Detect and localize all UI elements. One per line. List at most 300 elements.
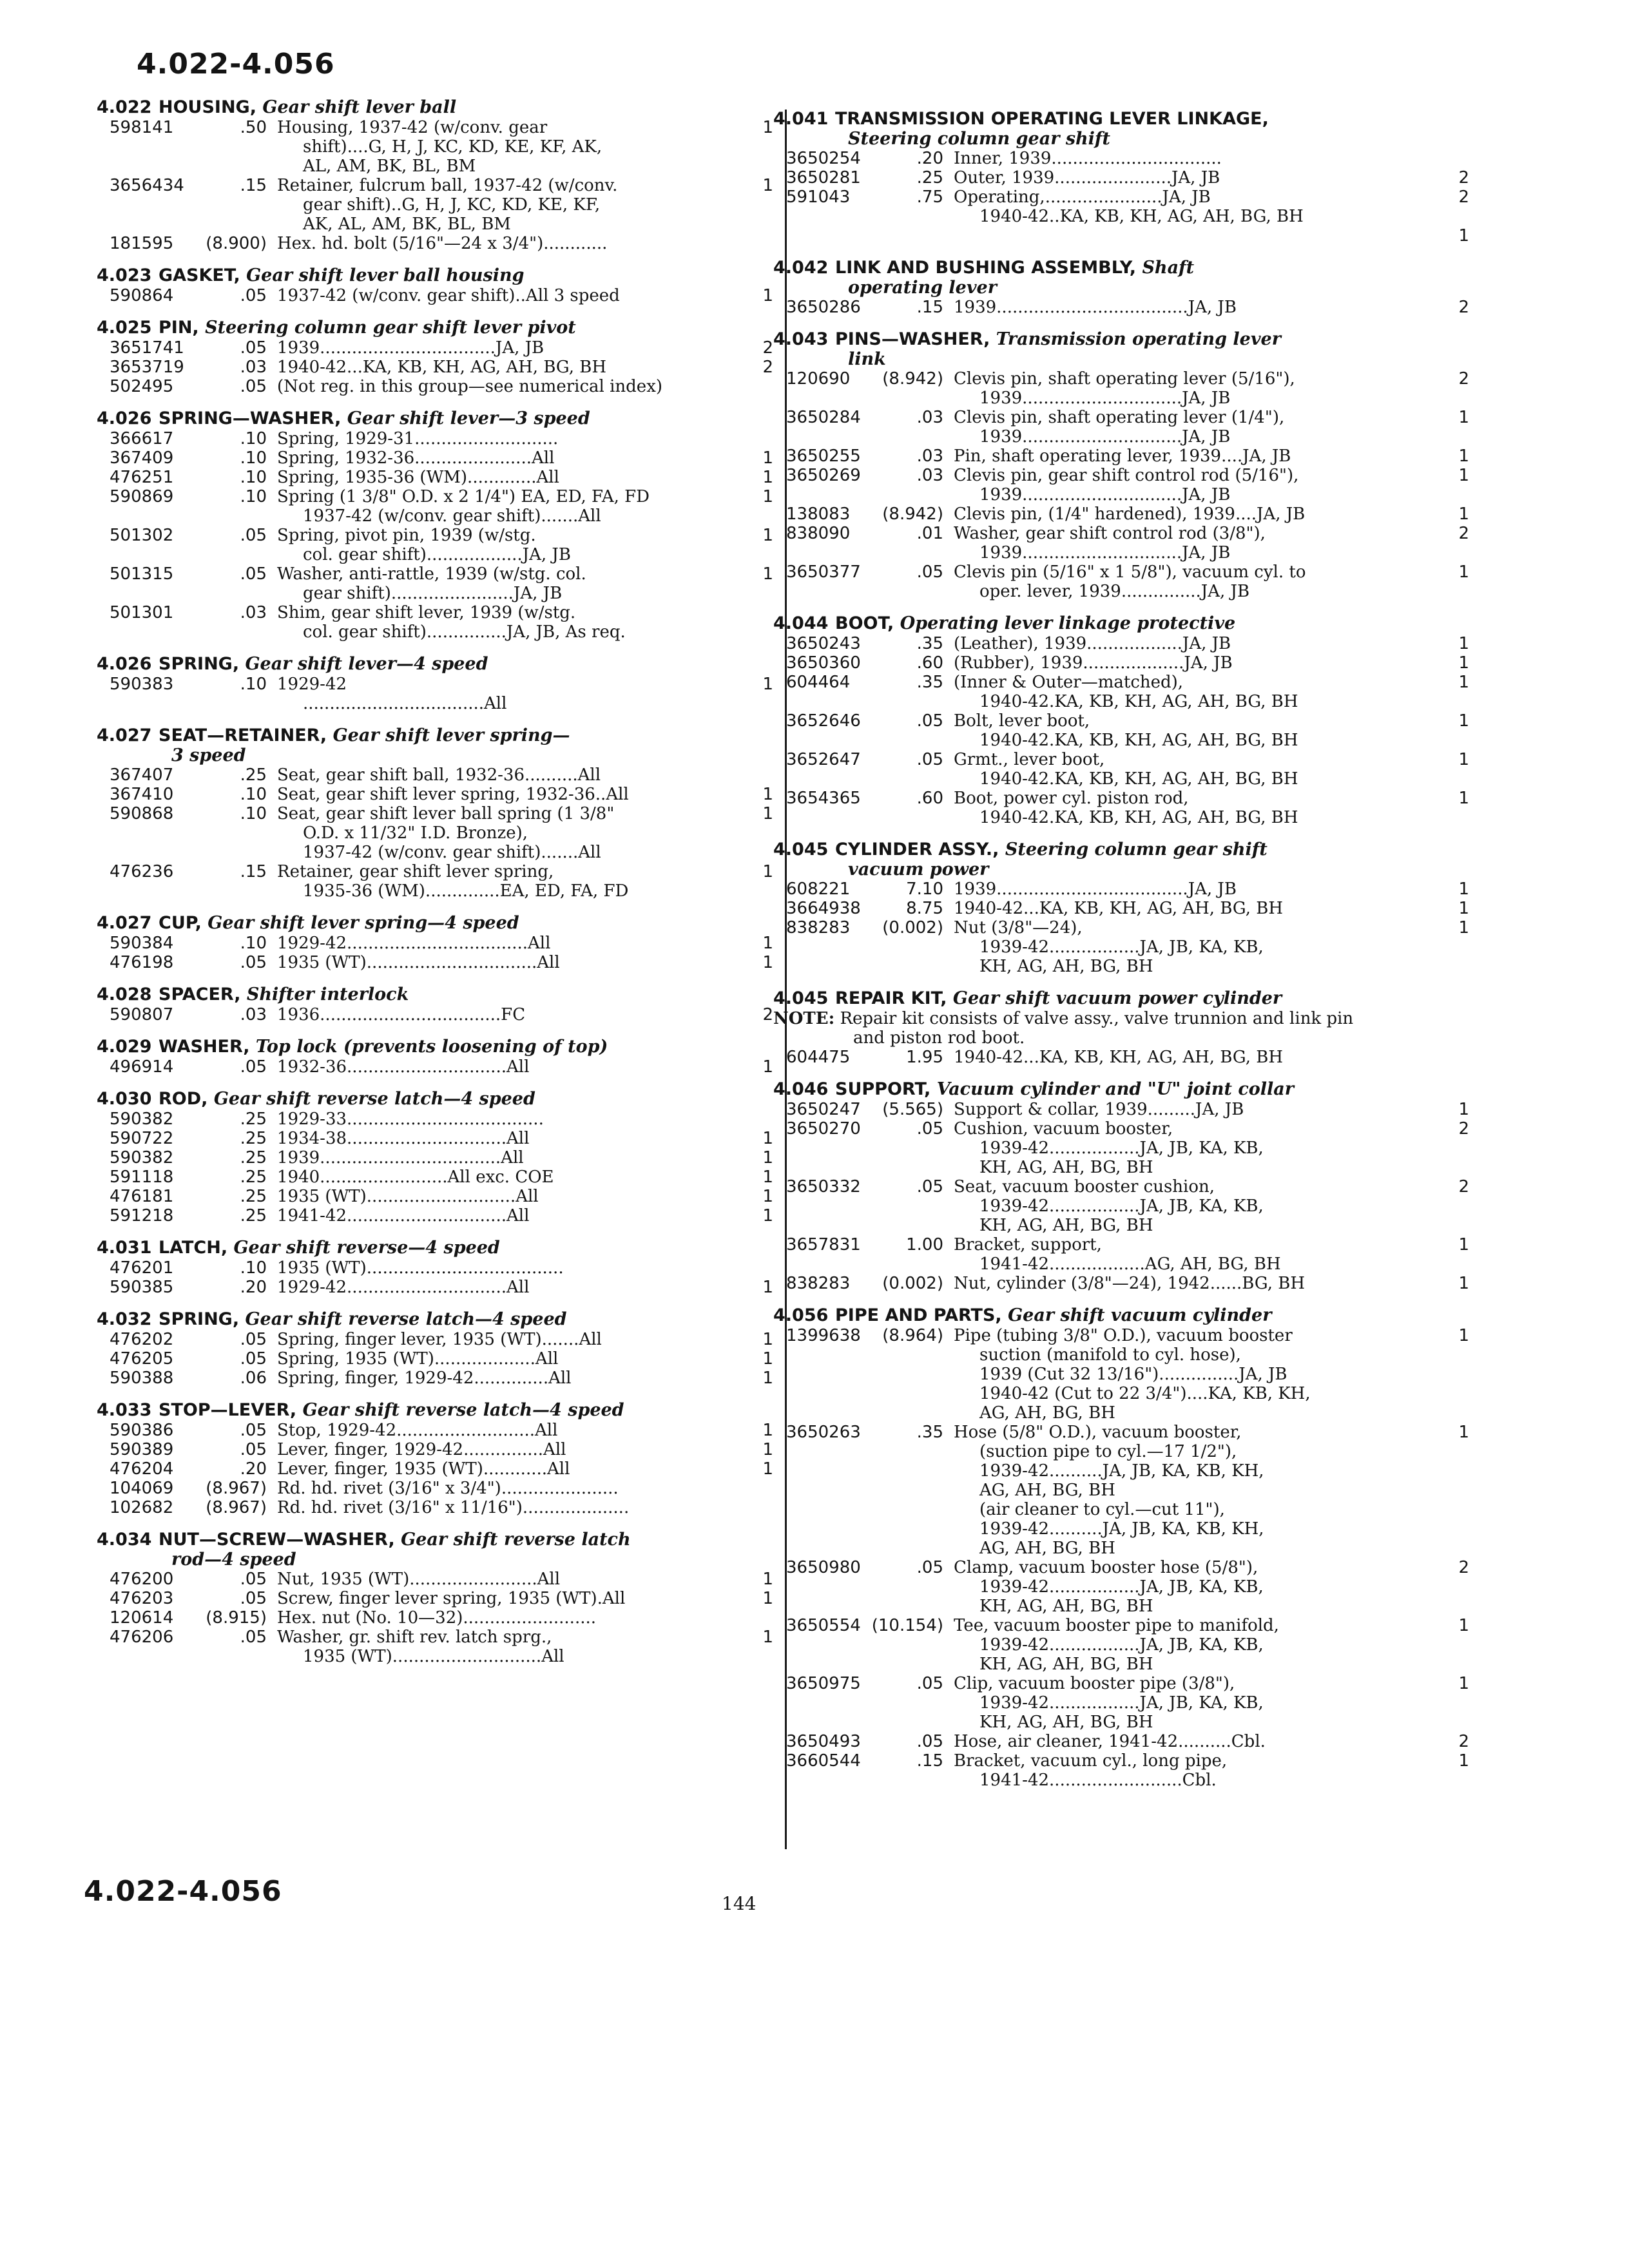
part-description: [277, 118, 747, 176]
section-title: PIPE AND PARTS,: [835, 1305, 1002, 1325]
part-number: 590383: [110, 675, 174, 694]
part-description: [277, 804, 747, 862]
part-quantity: 1: [762, 286, 773, 305]
section-title: SPACER,: [159, 985, 241, 1004]
part-row: [773, 879, 1469, 899]
section-title: SPRING,: [159, 654, 240, 674]
description-line: Hose (5/8" O.D.), vacuum booster,: [954, 1423, 1242, 1442]
part-description: [277, 338, 747, 358]
part-price: .05: [916, 750, 943, 769]
description-line: 1939....................................JA, JB: [954, 298, 1237, 317]
part-price: .20: [240, 1459, 267, 1479]
section-description: Gear shift lever spring—: [333, 726, 570, 745]
description-line: 1940-42...KA, KB, KH, AG, AH, BG, BH: [954, 1048, 1284, 1067]
part-price: .25: [916, 168, 943, 187]
part-description: [277, 448, 747, 468]
part-number: 501315: [110, 564, 174, 584]
part-row: [97, 1479, 773, 1498]
part-number: 367407: [110, 765, 174, 785]
section-title: NUT—SCREW—WASHER,: [159, 1530, 395, 1550]
part-description: [954, 673, 1443, 711]
catalog-section: [773, 613, 1469, 827]
part-number: 604475: [786, 1048, 851, 1067]
part-price: .10: [240, 448, 267, 468]
part-row: [97, 1628, 773, 1666]
part-price: .35: [916, 634, 943, 653]
part-price: .01: [916, 524, 943, 543]
part-row: [773, 918, 1469, 976]
catalog-section: [97, 1309, 773, 1388]
part-number: 590869: [110, 487, 174, 506]
part-quantity: 1: [1458, 408, 1469, 427]
description-line: 1939-42..........JA, JB, KA, KB, KH,: [979, 1461, 1264, 1481]
description-line: 1941-42..................AG, AH, BG, BH: [979, 1254, 1281, 1274]
part-description: [277, 1148, 747, 1168]
part-number: 590722: [110, 1129, 174, 1148]
description-line: Hose, air cleaner, 1941-42..........Cbl.: [954, 1732, 1266, 1751]
part-number: 590807: [110, 1005, 174, 1024]
part-row: [97, 358, 773, 377]
description-line: 1939-42.................JA, JB, KA, KB,: [979, 1693, 1264, 1713]
description-line: 1939..............................JA, JB: [979, 543, 1231, 562]
part-number: 3650254: [786, 149, 861, 168]
section-heading: [773, 1079, 1469, 1100]
part-row: [773, 1100, 1469, 1119]
part-price: (8.942): [882, 505, 943, 524]
part-row: [97, 448, 773, 468]
part-row: [97, 1421, 773, 1440]
section-description: Steering column gear shift: [1005, 840, 1268, 860]
catalog-section: [97, 1036, 773, 1077]
section-number: 4.045: [773, 840, 829, 860]
part-description: [954, 1558, 1443, 1616]
description-line: Clip, vacuum booster pipe (3/8"),: [954, 1674, 1235, 1693]
part-row: [97, 234, 773, 253]
section-heading: [97, 653, 773, 675]
part-number: 476201: [110, 1258, 174, 1278]
part-description: [277, 429, 747, 448]
part-number: 3650247: [786, 1100, 861, 1119]
part-quantity: 1: [1458, 750, 1469, 769]
part-row: [773, 1326, 1469, 1423]
part-description: [954, 408, 1443, 447]
section-heading: [97, 265, 773, 286]
part-number: 476204: [110, 1459, 174, 1479]
section-description-cont: rod—4 speed: [171, 1550, 296, 1570]
part-row: [97, 429, 773, 448]
description-line: 1935-36 (WM)..............EA, ED, FA, FD: [303, 881, 629, 901]
part-quantity: 1: [762, 176, 773, 195]
part-price: .05: [240, 1057, 267, 1077]
section-title: SUPPORT,: [835, 1079, 931, 1099]
part-quantity: 1: [762, 1168, 773, 1187]
part-quantity: 2: [1458, 168, 1469, 187]
section-heading: [773, 1305, 1469, 1326]
part-quantity: [747, 1479, 773, 1498]
section-number: 4.041: [773, 109, 829, 129]
part-price: .05: [240, 1330, 267, 1349]
part-number: 3656434: [110, 176, 184, 195]
description-line: 1940-42.KA, KB, KH, AG, AH, BG, BH: [979, 769, 1298, 789]
part-number: 3650980: [786, 1558, 861, 1577]
part-price: .25: [240, 1148, 267, 1168]
part-description: [954, 1100, 1443, 1119]
part-quantity: 2: [1458, 1119, 1469, 1139]
catalog-section: [97, 97, 773, 253]
part-row: [97, 603, 773, 642]
section-title: SPRING,: [159, 1309, 240, 1329]
section-heading: [773, 988, 1469, 1009]
part-quantity: 1: [762, 1459, 773, 1479]
description-line: 1929-33.....................................: [277, 1110, 544, 1129]
part-price: .20: [916, 149, 943, 168]
description-line: Spring, finger, 1929-42..............All: [277, 1369, 572, 1388]
section-title: SPRING—WASHER,: [159, 408, 342, 428]
part-description: [277, 564, 747, 603]
part-row: [773, 673, 1469, 711]
description-line: 1935 (WT)............................All: [303, 1647, 564, 1666]
part-row: [97, 526, 773, 564]
description-line: Stop, 1929-42..........................All: [277, 1421, 558, 1440]
part-description: [954, 1235, 1443, 1274]
part-number: 476181: [110, 1187, 174, 1206]
part-row: [773, 1048, 1469, 1067]
description-line: 1939-42.................JA, JB, KA, KB,: [979, 1577, 1264, 1597]
section-description: Gear shift reverse latch—4 speed: [213, 1089, 535, 1109]
part-row: [773, 447, 1469, 466]
part-quantity: 1: [1458, 1326, 1469, 1345]
part-row: [773, 789, 1469, 827]
part-quantity: 1: [762, 1570, 773, 1589]
description-line: 1937-42 (w/conv. gear shift).......All: [303, 843, 601, 862]
section-heading: [97, 1399, 773, 1421]
section-description-cont: Steering column gear shift: [848, 129, 1111, 149]
description-line: gear shift).......................JA, JB: [303, 584, 563, 603]
description-line: Rd. hd. rivet (3/16" x 11/16")....................: [277, 1498, 630, 1517]
part-description: [277, 765, 747, 785]
part-quantity: 1: [1458, 1100, 1469, 1119]
part-row: [97, 118, 773, 176]
section-description: Gear shift reverse latch: [401, 1530, 631, 1550]
part-price: (8.964): [882, 1326, 943, 1345]
part-price: (8.915): [206, 1608, 267, 1628]
part-number: 476236: [110, 862, 174, 881]
description-line: Spring, finger lever, 1935 (WT).......All: [277, 1330, 602, 1349]
part-row: [97, 1129, 773, 1148]
part-number: 3650554: [786, 1616, 861, 1635]
section-title: ROD,: [159, 1089, 208, 1109]
part-price: .05: [916, 562, 943, 582]
description-line: 1935 (WT)................................All: [277, 953, 560, 972]
part-number: 3650332: [786, 1177, 861, 1196]
part-number: 838090: [786, 524, 851, 543]
description-line: Hex. hd. bolt (5/16"—24 x 3/4")............: [277, 234, 608, 253]
part-price: .05: [916, 1177, 943, 1196]
part-description: [954, 562, 1443, 601]
part-description: [277, 1440, 747, 1459]
part-row: [97, 1369, 773, 1388]
description-line: Shim, gear shift lever, 1939 (w/stg.: [277, 603, 576, 622]
section-number: 4.031: [97, 1238, 152, 1258]
part-row: [97, 862, 773, 901]
section-number: 4.044: [773, 613, 829, 633]
catalog-section: [97, 408, 773, 642]
section-number: 4.034: [97, 1530, 152, 1550]
part-quantity: 1: [762, 1057, 773, 1077]
part-quantity: 1: [762, 1278, 773, 1297]
part-quantity: 1: [762, 487, 773, 506]
part-row: [773, 226, 1469, 245]
part-number: 838283: [786, 1274, 851, 1293]
catalog-section: [97, 265, 773, 305]
part-quantity: 1: [762, 1349, 773, 1369]
section-description: Steering column gear shift lever pivot: [205, 318, 576, 338]
part-number: 476203: [110, 1589, 174, 1608]
part-number: 590388: [110, 1369, 174, 1388]
part-row: [97, 1459, 773, 1479]
catalog-section: [97, 317, 773, 396]
part-price: .03: [916, 408, 943, 427]
part-number: 476205: [110, 1349, 174, 1369]
section-heading: [773, 613, 1469, 634]
part-price: .15: [240, 862, 267, 881]
section-number: 4.030: [97, 1089, 152, 1109]
part-row: [97, 1349, 773, 1369]
section-title: TRANSMISSION OPERATING LEVER LINKAGE,: [835, 109, 1269, 129]
description-line: 1939.................................JA, JB: [277, 338, 545, 358]
part-row: [97, 564, 773, 603]
part-number: 476198: [110, 953, 174, 972]
part-description: [277, 1330, 747, 1349]
section-number: 4.042: [773, 258, 829, 278]
description-line: 1939..................................All: [277, 1148, 524, 1168]
part-row: [97, 675, 773, 713]
part-price: .05: [240, 338, 267, 358]
part-price: [867, 226, 954, 245]
description-line: 1939-42.................JA, JB, KA, KB,: [979, 937, 1264, 957]
part-description: [277, 1369, 747, 1388]
part-quantity: 1: [1458, 789, 1469, 808]
description-line: 1929-42..............................All: [277, 1278, 530, 1297]
part-price: .10: [240, 429, 267, 448]
part-price: .05: [240, 953, 267, 972]
page-range-header: 4.022-4.056: [137, 48, 335, 81]
part-price: .60: [916, 789, 943, 808]
part-number: 476200: [110, 1570, 174, 1589]
section-description: Gear shift reverse latch—4 speed: [245, 1309, 567, 1329]
note-text-cont: and piston rod boot.: [853, 1028, 1025, 1048]
part-number: 3664938: [786, 899, 861, 918]
part-number: 591218: [110, 1206, 174, 1225]
section-title: WASHER,: [159, 1037, 250, 1057]
part-row: [97, 804, 773, 862]
part-description: [277, 1421, 747, 1440]
part-quantity: 1: [1458, 1235, 1469, 1254]
section-title: CUP,: [159, 913, 202, 933]
part-price: .10: [240, 468, 267, 487]
section-title: LINK AND BUSHING ASSEMBLY,: [835, 258, 1137, 278]
part-description: [954, 226, 1443, 245]
part-row: [97, 1608, 773, 1628]
part-price: .05: [240, 1570, 267, 1589]
part-description: [277, 1206, 747, 1225]
description-line: (Not reg. in this group—see numerical index): [277, 377, 662, 396]
part-number: [773, 226, 867, 245]
description-line: 1940-42.KA, KB, KH, AG, AH, BG, BH: [979, 692, 1298, 711]
description-line: 1934-38..............................All: [277, 1129, 530, 1148]
description-line: 1939....................................JA, JB: [954, 879, 1237, 899]
part-price: .50: [240, 118, 267, 137]
part-number: 366617: [110, 429, 174, 448]
part-number: 3650493: [786, 1732, 861, 1751]
part-number: 120690: [786, 369, 851, 389]
description-line: 1940-42.KA, KB, KH, AG, AH, BG, BH: [979, 731, 1298, 750]
part-price: 1.00: [906, 1235, 943, 1254]
part-row: [773, 524, 1469, 562]
part-price: .25: [240, 1168, 267, 1187]
part-number: 591043: [786, 187, 851, 207]
part-quantity: 1: [1458, 466, 1469, 485]
part-price: (8.967): [206, 1498, 267, 1517]
part-quantity: 1: [762, 934, 773, 953]
description-line: KH, AG, AH, BG, BH: [979, 957, 1153, 976]
part-row: [97, 1589, 773, 1608]
section-description: Gear shift lever—4 speed: [245, 654, 488, 674]
part-quantity: [747, 765, 773, 785]
part-quantity: [747, 234, 773, 253]
part-number: 104069: [110, 1479, 174, 1498]
part-number: 502495: [110, 377, 174, 396]
part-quantity: 1: [1458, 711, 1469, 731]
part-description: [277, 603, 747, 642]
description-line: 1939-42.................JA, JB, KA, KB,: [979, 1139, 1264, 1158]
section-heading: [97, 984, 773, 1005]
part-description: [954, 918, 1443, 976]
description-line: 1939-42..........JA, JB, KA, KB, KH,: [979, 1519, 1264, 1539]
part-price: .05: [916, 711, 943, 731]
part-description: [954, 168, 1443, 187]
description-line: 1940........................All exc. COE: [277, 1168, 554, 1187]
part-price: .03: [240, 1005, 267, 1024]
part-quantity: 1: [1458, 918, 1469, 937]
part-price: .10: [240, 785, 267, 804]
section-description: Top lock (prevents loosening of top): [255, 1037, 608, 1057]
description-line: KH, AG, AH, BG, BH: [979, 1158, 1153, 1177]
part-description: [954, 653, 1443, 673]
description-line: KH, AG, AH, BG, BH: [979, 1597, 1153, 1616]
part-price: (0.002): [882, 1274, 943, 1293]
part-price: .05: [916, 1674, 943, 1693]
part-description: [277, 487, 747, 526]
description-line: (suction pipe to cyl.—17 1/2"),: [979, 1442, 1237, 1461]
part-row: [773, 1119, 1469, 1177]
part-description: [954, 1326, 1443, 1423]
description-line: AG, AH, BG, BH: [979, 1403, 1115, 1423]
part-row: [773, 298, 1469, 317]
part-quantity: 2: [762, 338, 773, 358]
part-price: 7.10: [906, 879, 943, 899]
description-line: 1939-42.................JA, JB, KA, KB,: [979, 1635, 1264, 1655]
part-row: [773, 562, 1469, 601]
section-heading: [97, 1529, 773, 1550]
description-line: Operating,......................JA, JB: [954, 187, 1211, 207]
part-description: [954, 1274, 1443, 1293]
description-line: shift)....G, H, J, KC, KD, KE, KF, AK,: [303, 137, 602, 157]
description-line: Washer, anti-rattle, 1939 (w/stg. col.: [277, 564, 586, 584]
section-number: 4.045: [773, 988, 829, 1008]
part-description: [954, 1674, 1443, 1732]
part-price: .60: [916, 653, 943, 673]
part-description: [277, 1168, 747, 1187]
description-line: AG, AH, BG, BH: [979, 1481, 1115, 1500]
description-line: Washer, gr. shift rev. latch sprg.,: [277, 1628, 552, 1647]
description-line: 1940-42...KA, KB, KH, AG, AH, BG, BH: [954, 899, 1284, 918]
description-line: Tee, vacuum booster pipe to manifold,: [954, 1616, 1279, 1635]
section-number: 4.023: [97, 265, 152, 285]
description-line: Nut, 1935 (WT)........................All: [277, 1570, 561, 1589]
part-price: .05: [916, 1732, 943, 1751]
section-number: 4.026: [97, 654, 152, 674]
part-number: 3652647: [786, 750, 861, 769]
part-description: [954, 789, 1443, 827]
part-description: [277, 1498, 747, 1517]
part-number: 3650270: [786, 1119, 861, 1139]
section-number: 4.033: [97, 1400, 152, 1420]
part-row: [773, 1274, 1469, 1293]
part-quantity: 1: [1458, 1751, 1469, 1771]
section-note: [773, 1009, 1469, 1048]
part-number: 138083: [786, 505, 851, 524]
section-heading: [97, 408, 773, 429]
section-heading: [97, 912, 773, 934]
catalog-section: [773, 257, 1469, 317]
description-line: (Leather), 1939..................JA, JB: [954, 634, 1231, 653]
part-row: [97, 953, 773, 972]
part-description: [954, 899, 1443, 918]
description-line: Spring, pivot pin, 1939 (w/stg.: [277, 526, 536, 545]
description-line: Seat, gear shift ball, 1932-36..........All: [277, 765, 601, 785]
part-price: .10: [240, 487, 267, 506]
part-price: .10: [240, 675, 267, 694]
part-quantity: [747, 1258, 773, 1278]
part-number: 3657831: [786, 1235, 861, 1254]
description-line: Seat, gear shift lever ball spring (1 3/8": [277, 804, 615, 823]
section-description: Shifter interlock: [246, 985, 409, 1004]
part-description: [277, 1129, 747, 1148]
part-quantity: 1: [762, 953, 773, 972]
part-quantity: 1: [762, 1148, 773, 1168]
part-number: 476202: [110, 1330, 174, 1349]
part-quantity: 1: [762, 1369, 773, 1388]
part-number: 3650255: [786, 447, 861, 466]
description-line: Clevis pin, shaft operating lever (5/16"),: [954, 369, 1295, 389]
catalog-section: [97, 653, 773, 713]
part-description: [954, 634, 1443, 653]
section-description: Operating lever linkage protective: [900, 613, 1236, 633]
part-description: [954, 1616, 1443, 1674]
section-description: Gear shift reverse latch—4 speed: [302, 1400, 624, 1420]
part-price: .10: [240, 1258, 267, 1278]
part-quantity: 1: [762, 118, 773, 137]
section-heading: [97, 1237, 773, 1258]
description-line: 1932-36..............................All: [277, 1057, 530, 1077]
part-number: 3650360: [786, 653, 861, 673]
part-price: .75: [916, 187, 943, 207]
part-quantity: 1: [1458, 505, 1469, 524]
part-quantity: 1: [762, 1187, 773, 1206]
description-line: Lever, finger, 1935 (WT)............All: [277, 1459, 570, 1479]
part-quantity: 1: [762, 1206, 773, 1225]
